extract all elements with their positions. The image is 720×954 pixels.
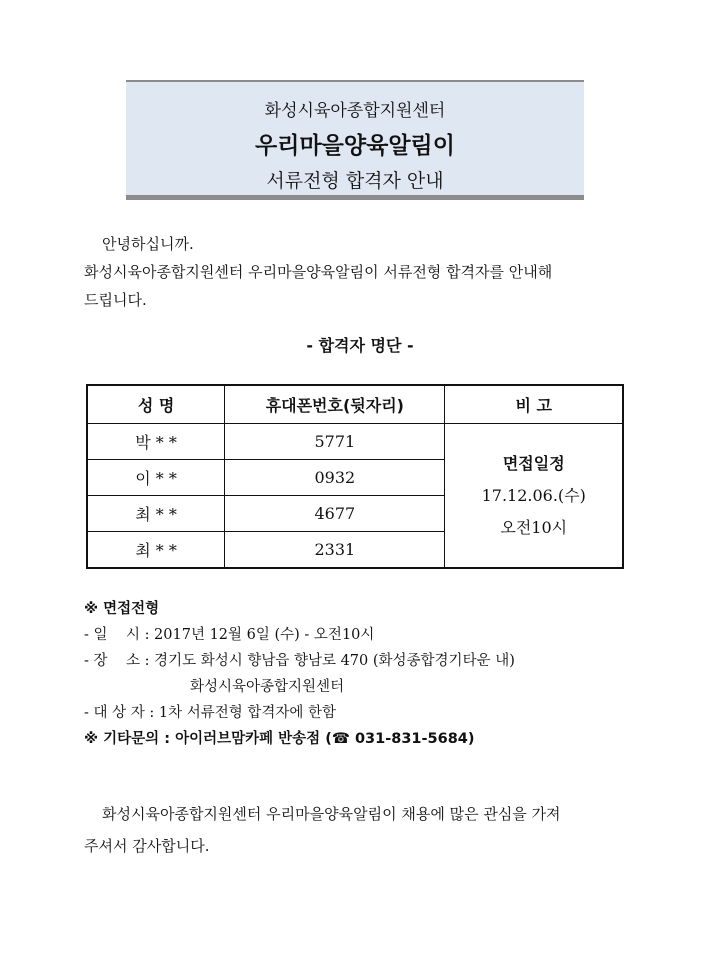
program-title: 우리마을양육알림이 xyxy=(255,133,455,159)
interview-target: - 대 상 자 : 1차 서류전형 합격자에 한함 xyxy=(84,705,336,721)
passer-table xyxy=(86,384,624,569)
org-name: 화성시육아종합지원센터 xyxy=(264,101,446,121)
cell-name: 박 * * xyxy=(87,424,225,460)
note-title: 면접일정 xyxy=(502,453,565,473)
intro-line-2: 드립니다. xyxy=(84,291,147,309)
intro-paragraph xyxy=(84,230,636,314)
interview-info xyxy=(84,596,644,752)
closing-line-1: 화성시육아종합지원센터 우리마을양육알림이 채용에 많은 관심을 가져 xyxy=(102,805,561,823)
cell-name: 최 * * xyxy=(87,496,225,532)
interview-place-detail: 화성시육아종합지원센터 xyxy=(190,679,345,695)
header-note: 비 고 xyxy=(445,385,623,424)
table-header-row xyxy=(87,385,623,424)
header-phone: 휴대폰번호(뒷자리) xyxy=(225,385,445,424)
title-box xyxy=(126,80,584,200)
closing-line-2: 주셔서 감사합니다. xyxy=(84,837,210,855)
cell-name: 이 * * xyxy=(87,460,225,496)
cell-phone: 5771 xyxy=(225,424,445,460)
interview-date: - 일 시 : 2017년 12월 6일 (수) - 오전10시 xyxy=(84,627,375,643)
header-name: 성 명 xyxy=(87,385,225,424)
closing-paragraph xyxy=(84,798,636,862)
cell-phone: 0932 xyxy=(225,460,445,496)
cell-phone: 4677 xyxy=(225,496,445,532)
interview-place: - 장 소 : 경기도 화성시 향남읍 향남로 470 (화성종합경기타운 내) xyxy=(84,653,515,669)
intro-line-1: 화성시육아종합지원센터 우리마을양육알림이 서류전형 합격자를 안내해 xyxy=(84,263,553,281)
contact-info: ※ 기타문의 : 아이러브맘카페 반송점 (☎ 031-831-5684) xyxy=(84,731,475,747)
interview-heading: ※ 면접전형 xyxy=(84,601,160,617)
note-time: 오전10시 xyxy=(500,517,568,537)
table-row xyxy=(87,424,623,460)
cell-name: 최 * * xyxy=(87,532,225,569)
cell-phone: 2331 xyxy=(225,532,445,569)
note-date: 17.12.06.(수) xyxy=(481,485,586,505)
document-subject: 서류전형 합격자 안내 xyxy=(266,170,444,192)
greeting: 안녕하십니까. xyxy=(102,235,194,253)
list-title: - 합격자 명단 - xyxy=(306,336,414,355)
cell-interview-note xyxy=(445,424,623,569)
